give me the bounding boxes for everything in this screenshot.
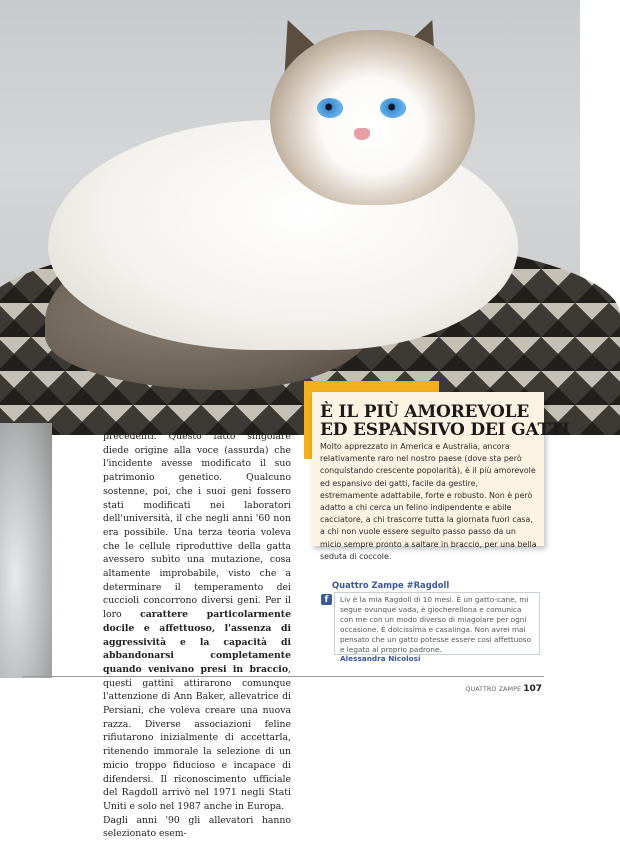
hero-photo bbox=[0, 0, 580, 415]
footer-rule bbox=[22, 676, 544, 677]
social-author: Alessandra Nicolosi bbox=[340, 654, 421, 664]
social-header: Quattro Zampe #Ragdoll bbox=[332, 580, 450, 590]
page-number: 107 bbox=[523, 684, 542, 694]
cat-head bbox=[270, 30, 475, 205]
article-text: , questi gattini attirarono comunque l'attenzione di Ann Baker, allevatrice di Persiani, che voleva creare una nuova razza. Diverse associazioni feline rifiutarono inizialmente di accettarla, ritenendo immorale la selezione di un micio troppo fiducioso e incapace di difendersi. Il riconoscimento ufficiale del Ragdoll arrivò nel 1971 negli Stati Uniti e solo nel 1987 anche in Europa. bbox=[103, 663, 291, 812]
footer bbox=[465, 684, 542, 694]
footer-magazine: QUATTRO ZAMPE bbox=[465, 685, 522, 693]
headline-line-2: ED ESPANSIVO DEI GATTI bbox=[320, 420, 570, 440]
social-post-box bbox=[334, 592, 540, 664]
cat-eye-left bbox=[317, 98, 343, 118]
headline-box bbox=[304, 381, 570, 561]
headline-body: Molto apprezzato in America e Australia, ancora relativamente raro nel nostro paese (dove sta però conquistando crescente popolarità), è il più amorevole ed espansivo dei gatti, facile da gestire, estremamente adattabile, forte e robusto. Non è però adatto a chi cerca un felino indipendente e abile cacciatore, a chi trascorre tutta la giornata fuori casa, a chi non vuole essere seguito passo passo da un micio sempre pronto a saltare in braccio, per una bella seduta di coccole. bbox=[320, 442, 537, 561]
headline-line-1: È IL PIÙ AMOREVOLE bbox=[320, 402, 530, 422]
side-photo bbox=[0, 423, 52, 678]
article-text: precedenti. Questo fatto singolare diede origine alla voce (assurda) che l'incidente avesse modificato il suo patrimonio genetico. Qualcuno sostenne, poi, che i suoi geni fossero stati modificati nei laboratori dell'università, il che negli anni '60 non era possibile. Una terza teoria voleva che le cellule riproduttive della gatta avessero subìto una mutazione, cosa altamente improbabile, visto che a determinare il temperamento dei cuccioli concorrono diversi geni. Per il loro bbox=[103, 431, 291, 621]
article-paragraph bbox=[103, 430, 291, 814]
headline-title bbox=[320, 402, 570, 440]
social-post-text: Liv è la mia Ragdoll di 10 mesi. È un gatto-cane, mi segue ovunque vada, è giocherellona e comunica con me con un modo diverso di miagolare per ogni occasione. È dolcissima e casalinga. Non avrei mai pensato che un gatto potesse essere così affettuoso e legato al proprio padrone. bbox=[340, 595, 532, 654]
cat-eye-right bbox=[380, 98, 406, 118]
article-paragraph: Dagli anni '90 gli allevatori hanno selezionato esem- bbox=[103, 814, 291, 840]
facebook-icon: f bbox=[321, 594, 332, 605]
cat-nose bbox=[354, 128, 370, 140]
article-column bbox=[103, 430, 291, 841]
article-bold-text: carattere particolarmente docile e affettuoso, l'assenza di aggressività e la capacità di abbandonarsi completamente quando venivano presi in braccio bbox=[103, 609, 291, 675]
